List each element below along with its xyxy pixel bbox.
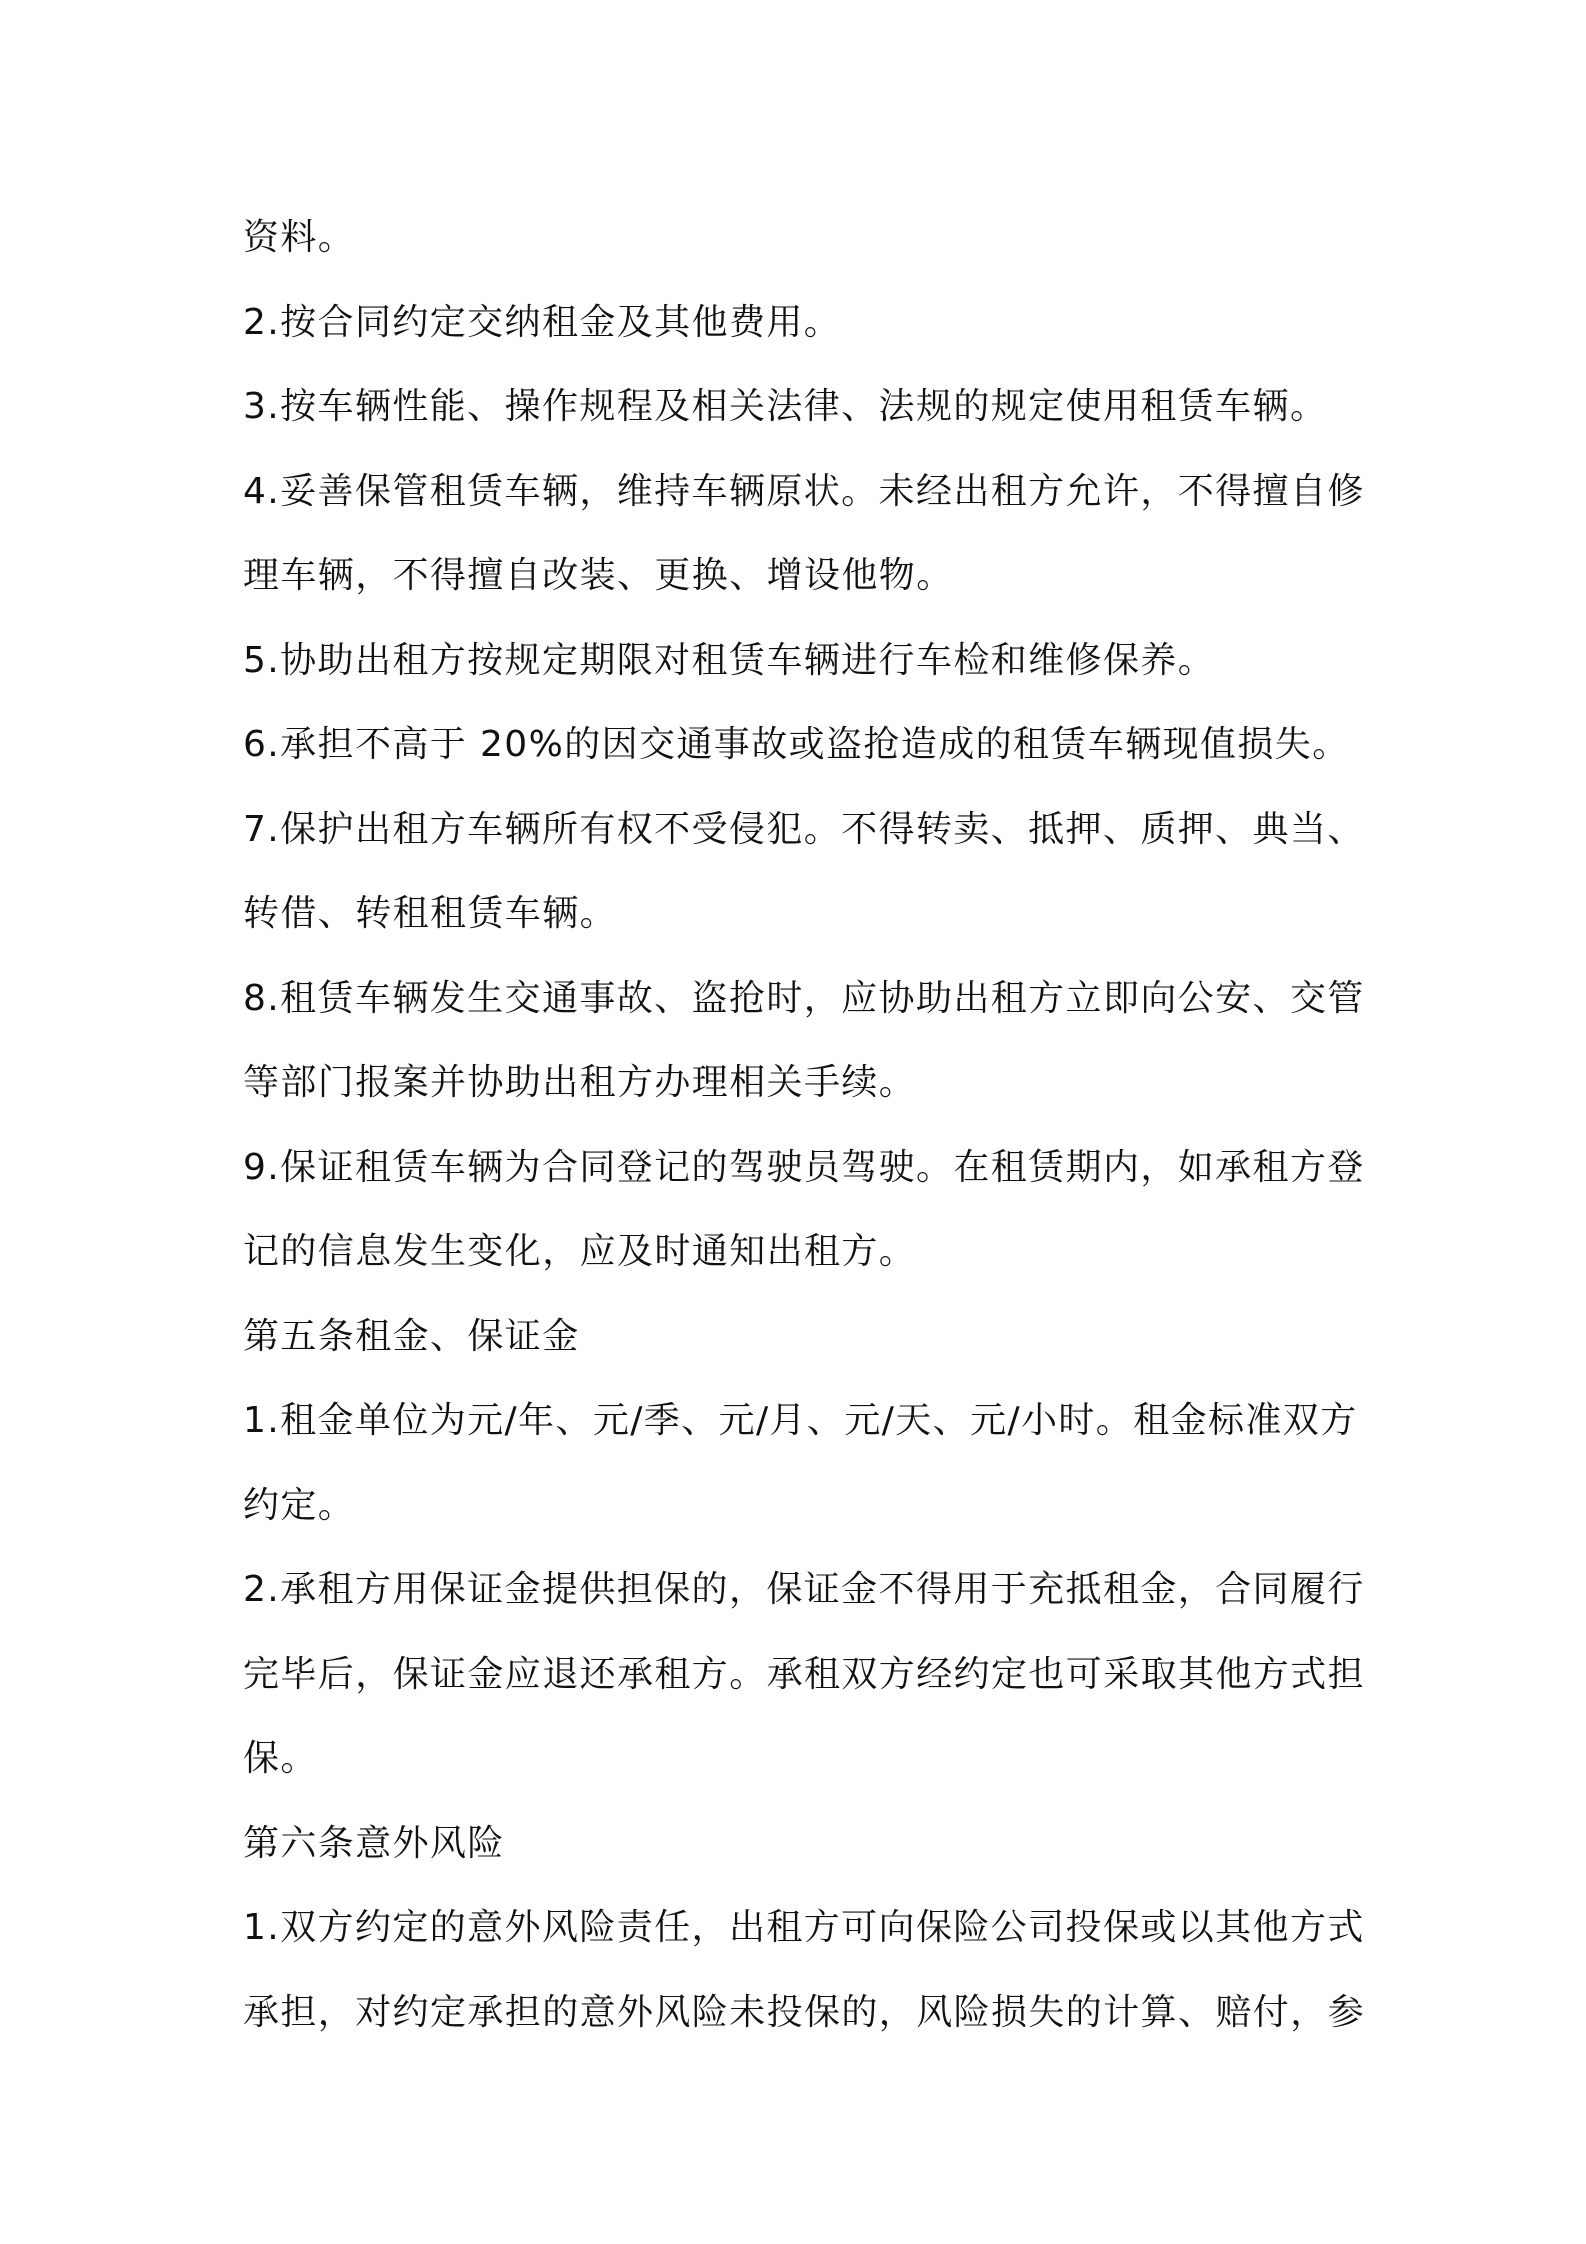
text-line: 理车辆，不得擅自改装、更换、增设他物。: [243, 555, 954, 596]
section-heading: 第六条意外风险: [243, 1822, 505, 1864]
text-line: 2.按合同约定交纳租金及其他费用。: [243, 301, 842, 343]
text-line: 约定。: [243, 1484, 356, 1526]
text-line: 完毕后，保证金应退还承租方。承租双方经约定也可采取其他方式担: [243, 1653, 1366, 1695]
text-line: 2.承租方用保证金提供担保的，保证金不得用于充抵租金，合同履行: [243, 1569, 1365, 1610]
text-line: 资料。: [243, 217, 356, 258]
text-line: 3.按车辆性能、操作规程及相关法律、法规的规定使用租赁车辆。: [243, 386, 1328, 427]
text-line: 1.租金单位为元/年、元/季、元/月、元/天、元/小时。租金标准双方: [243, 1400, 1358, 1441]
text-line: 1.双方约定的意外风险责任，出租方可向保险公司投保或以其他方式: [243, 1907, 1365, 1948]
text-line: 6.承担不高于 20%的因交通事故或盗抢造成的租赁车辆现值损失。: [243, 724, 1350, 765]
section-heading: 第五条租金、保证金: [243, 1315, 580, 1357]
text-line: 转借、转租租赁车辆。: [243, 893, 618, 934]
text-line: 4.妥善保管租赁车辆，维持车辆原状。未经出租方允许，不得擅自修: [243, 470, 1365, 512]
text-line: 承担，对约定承担的意外风险未投保的，风险损失的计算、赔付，参: [243, 1991, 1366, 2033]
text-line: 9.保证租赁车辆为合同登记的驾驶员驾驶。在租赁期内，如承租方登: [243, 1146, 1365, 1188]
text-line: 8.租赁车辆发生交通事故、盗抢时，应协助出租方立即向公安、交管: [243, 977, 1365, 1019]
text-line: 保。: [243, 1738, 318, 1779]
text-line: 7.保护出租方车辆所有权不受侵犯。不得转卖、抵押、质押、典当、: [243, 808, 1365, 850]
document-body: [243, 196, 1366, 2055]
text-line: 5.协助出租方按规定期限对租赁车辆进行车检和维修保养。: [243, 639, 1216, 681]
text-line: 记的信息发生变化，应及时通知出租方。: [243, 1231, 917, 1272]
text-line: 等部门报案并协助出租方办理相关手续。: [243, 1062, 917, 1103]
